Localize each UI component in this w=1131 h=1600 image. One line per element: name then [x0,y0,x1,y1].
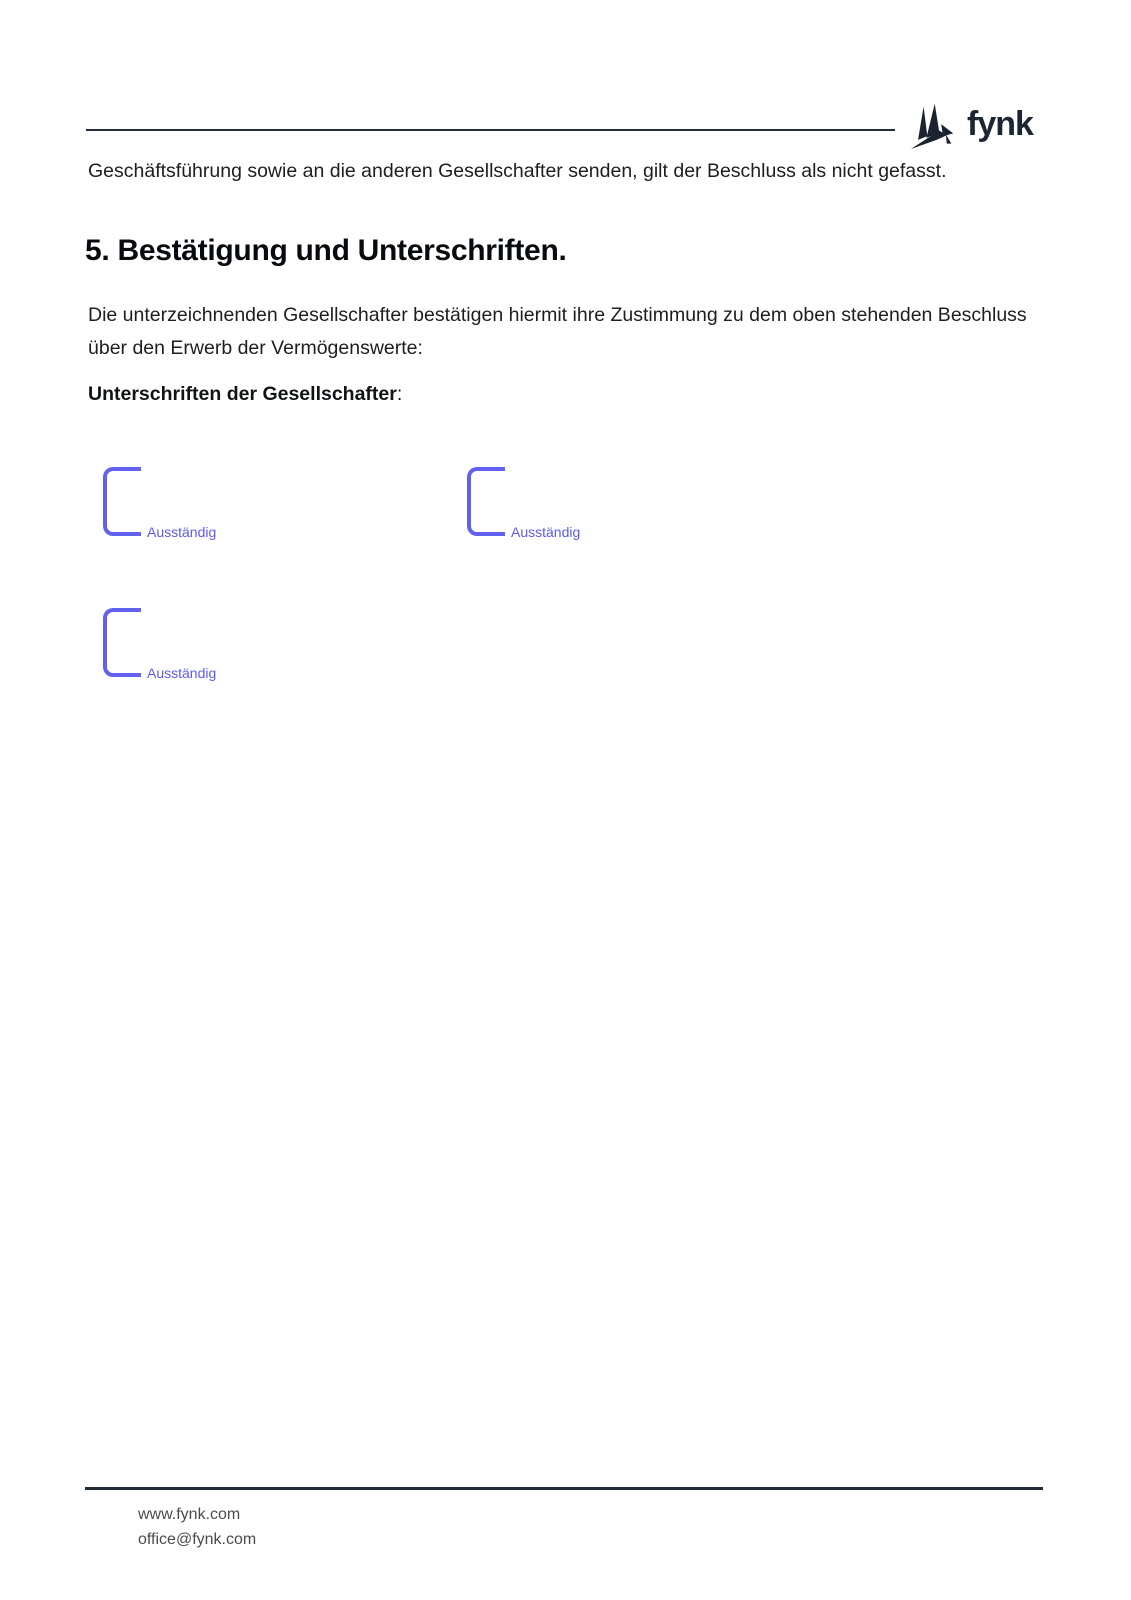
signature-status-badge: Ausständig [147,665,217,681]
signatures-label-colon: : [396,383,403,405]
section-heading: 5. Bestätigung und Unterschriften. [85,234,567,267]
signatures-label [88,383,402,406]
signature-field-2[interactable] [467,467,697,551]
signature-bracket-icon [467,467,505,536]
signatures-label-bold: Unterschriften der Gesellschafter [88,383,397,405]
confirmation-paragraph: Die unterzeichnenden Gesellschafter bestätigen hiermit ihre Zustimmung zu dem oben stehenden Beschluss über den Erwerb der Vermögenswerte: [88,304,1027,359]
signature-field-3[interactable] [103,608,333,692]
footer-website: www.fynk.com [138,1506,241,1523]
footer-divider [85,1487,1043,1490]
signature-status-badge: Ausständig [511,524,581,540]
signature-bracket-icon [103,467,141,536]
signature-field-1[interactable] [103,467,333,551]
fynk-logo [906,98,1033,154]
origami-crane-icon [906,101,956,151]
signature-bracket-icon [103,608,141,677]
logo-wordmark: fynk [967,105,1033,143]
signature-status-badge: Ausständig [147,524,217,540]
header-divider [86,129,895,131]
footer [138,1502,256,1552]
footer-email: office@fynk.com [138,1531,257,1548]
continuation-paragraph: Geschäftsführung sowie an die anderen Gesellschafter senden, gilt der Beschluss als nicht gefasst. [88,160,947,182]
